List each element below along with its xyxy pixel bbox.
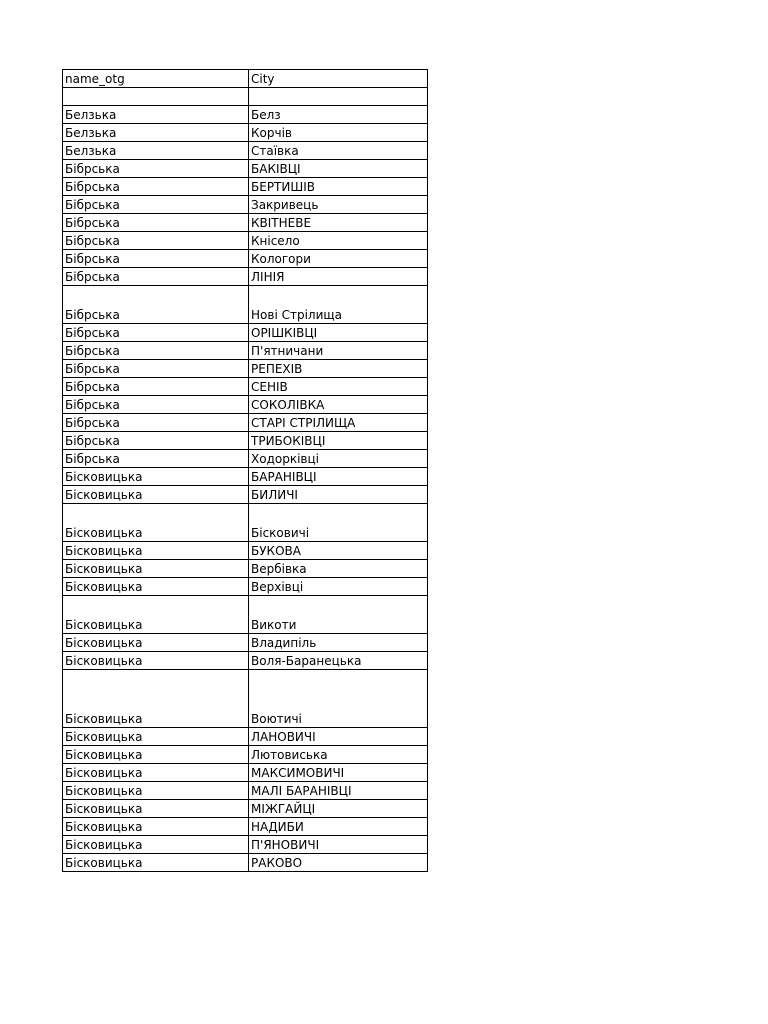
cell-name-otg[interactable]: Бібрська [63, 360, 249, 378]
cell-city[interactable]: Бісковичі [249, 504, 428, 542]
cell-city[interactable]: БИЛИЧІ [249, 486, 428, 504]
cell-city[interactable]: Викоти [249, 596, 428, 634]
table-row [63, 342, 428, 360]
cell-city[interactable]: Верхівці [249, 578, 428, 596]
cell-city[interactable]: МІЖГАЙЦІ [249, 800, 428, 818]
table-row [63, 432, 428, 450]
cell-city[interactable]: РАКОВО [249, 854, 428, 872]
cell-name-otg[interactable]: Бібрська [63, 250, 249, 268]
table-row [63, 232, 428, 250]
cell-city[interactable]: РЕПЕХІВ [249, 360, 428, 378]
cell-name-otg[interactable]: Бібрська [63, 396, 249, 414]
cell-city[interactable]: БЕРТИШІВ [249, 178, 428, 196]
cell-name-otg[interactable]: Бісковицька [63, 578, 249, 596]
cell-name-otg[interactable]: Белзька [63, 106, 249, 124]
table-row [63, 486, 428, 504]
cell-city[interactable]: Ходорківці [249, 450, 428, 468]
table-row [63, 414, 428, 432]
cell-name-otg[interactable]: Бібрська [63, 178, 249, 196]
cell-name-otg[interactable]: Бібрська [63, 160, 249, 178]
table-row [63, 578, 428, 596]
cell-name-otg[interactable]: Бісковицька [63, 542, 249, 560]
cell-name-otg[interactable]: Бібрська [63, 286, 249, 324]
cell-city[interactable]: П'ятничани [249, 342, 428, 360]
cell-name-otg[interactable]: Бісковицька [63, 782, 249, 800]
cell-name-otg[interactable]: Бібрська [63, 196, 249, 214]
cell-city[interactable]: НАДИБИ [249, 818, 428, 836]
cell-city[interactable]: П'ЯНОВИЧІ [249, 836, 428, 854]
cell-city[interactable]: СЕНІВ [249, 378, 428, 396]
cell-name-otg[interactable]: Бісковицька [63, 764, 249, 782]
cell-name-otg[interactable]: Бісковицька [63, 560, 249, 578]
table-row [63, 782, 428, 800]
cell-city[interactable]: БАРАНІВЦІ [249, 468, 428, 486]
cell-city[interactable]: Белз [249, 106, 428, 124]
cell-city[interactable] [249, 88, 428, 106]
cell-name-otg[interactable]: Бісковицька [63, 486, 249, 504]
cell-name-otg[interactable]: Бібрська [63, 450, 249, 468]
cell-city[interactable]: Владипіль [249, 634, 428, 652]
table-row [63, 468, 428, 486]
table-row [63, 652, 428, 670]
cell-city[interactable]: БАКІВЦІ [249, 160, 428, 178]
cell-name-otg[interactable]: Бісковицька [63, 746, 249, 764]
header-row [63, 70, 428, 88]
spreadsheet-table [62, 69, 428, 872]
cell-city[interactable]: Стаївка [249, 142, 428, 160]
table-row [63, 836, 428, 854]
cell-name-otg[interactable]: Бісковицька [63, 670, 249, 728]
cell-name-otg[interactable]: Бібрська [63, 324, 249, 342]
table-row [63, 360, 428, 378]
cell-name-otg[interactable]: Бібрська [63, 414, 249, 432]
table-row [63, 800, 428, 818]
table-row [63, 142, 428, 160]
cell-name-otg[interactable]: Бібрська [63, 378, 249, 396]
cell-name-otg[interactable]: Бісковицька [63, 468, 249, 486]
table-row [63, 324, 428, 342]
cell-city[interactable]: СОКОЛІВКА [249, 396, 428, 414]
table-row [63, 854, 428, 872]
table-row [63, 396, 428, 414]
header-city[interactable]: City [249, 70, 428, 88]
table-row [63, 542, 428, 560]
table-row [63, 286, 428, 324]
cell-city[interactable]: Воля-Баранецька [249, 652, 428, 670]
cell-city[interactable]: Кологори [249, 250, 428, 268]
cell-city[interactable]: ОРІШКІВЦІ [249, 324, 428, 342]
table-row [63, 670, 428, 728]
table-row [63, 450, 428, 468]
table-row [63, 634, 428, 652]
cell-name-otg[interactable]: Бісковицька [63, 728, 249, 746]
cell-city[interactable]: СТАРІ СТРІЛИЩА [249, 414, 428, 432]
cell-name-otg[interactable]: Бісковицька [63, 652, 249, 670]
cell-name-otg[interactable]: Бісковицька [63, 836, 249, 854]
cell-city[interactable]: Нові Стрілища [249, 286, 428, 324]
table-row [63, 268, 428, 286]
cell-city[interactable]: ЛАНОВИЧІ [249, 728, 428, 746]
cell-city[interactable]: Корчів [249, 124, 428, 142]
cell-name-otg[interactable]: Бібрська [63, 214, 249, 232]
table-row [63, 160, 428, 178]
cell-name-otg[interactable]: Бібрська [63, 232, 249, 250]
cell-name-otg[interactable]: Белзька [63, 142, 249, 160]
cell-name-otg[interactable]: Бібрська [63, 432, 249, 450]
cell-name-otg[interactable]: Бісковицька [63, 596, 249, 634]
cell-name-otg[interactable]: Бісковицька [63, 634, 249, 652]
table-row [63, 818, 428, 836]
cell-city[interactable]: ТРИБОКІВЦІ [249, 432, 428, 450]
table-row [63, 504, 428, 542]
table-row [63, 106, 428, 124]
cell-city[interactable]: Закривець [249, 196, 428, 214]
cell-name-otg[interactable]: Бібрська [63, 268, 249, 286]
cell-name-otg[interactable]: Бісковицька [63, 818, 249, 836]
cell-name-otg[interactable]: Бібрська [63, 342, 249, 360]
table-row [63, 250, 428, 268]
table-body [63, 88, 428, 872]
table-row [63, 196, 428, 214]
cell-city[interactable]: Вербівка [249, 560, 428, 578]
table-row [63, 746, 428, 764]
table-row [63, 728, 428, 746]
table-row [63, 560, 428, 578]
table-row [63, 378, 428, 396]
cell-city[interactable]: ЛІНІЯ [249, 268, 428, 286]
cell-name-otg[interactable] [63, 88, 249, 106]
cell-name-otg[interactable]: Бісковицька [63, 504, 249, 542]
table-row [63, 88, 428, 106]
table-row [63, 214, 428, 232]
cell-name-otg[interactable]: Белзька [63, 124, 249, 142]
cell-city[interactable]: МАЛІ БАРАНІВЦІ [249, 782, 428, 800]
cell-name-otg[interactable]: Бісковицька [63, 800, 249, 818]
cell-city[interactable]: КВІТНЕВЕ [249, 214, 428, 232]
table-row [63, 178, 428, 196]
cell-city[interactable]: МАКСИМОВИЧІ [249, 764, 428, 782]
cell-city[interactable]: Лютовиська [249, 746, 428, 764]
cell-city[interactable]: Воютичі [249, 670, 428, 728]
table-row [63, 124, 428, 142]
cell-name-otg[interactable]: Бісковицька [63, 854, 249, 872]
table-row [63, 596, 428, 634]
cell-city[interactable]: Кнісело [249, 232, 428, 250]
cell-city[interactable]: БУКОВА [249, 542, 428, 560]
header-name-otg[interactable]: name_otg [63, 70, 249, 88]
table-row [63, 764, 428, 782]
